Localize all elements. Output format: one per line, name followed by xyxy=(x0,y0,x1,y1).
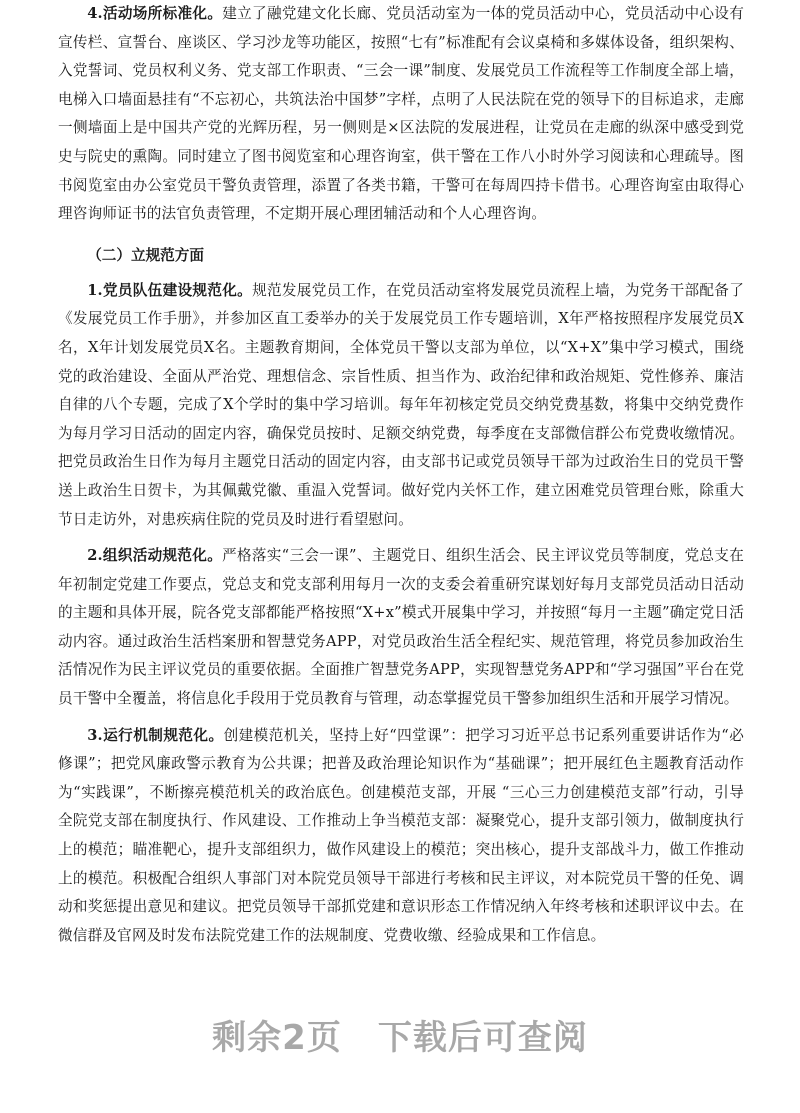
paragraph-lead: 2.组织活动规范化。 xyxy=(87,547,223,565)
download-prompt-banner[interactable] xyxy=(0,1010,800,1059)
paragraph-gap xyxy=(58,534,744,542)
section-heading: （二）立规范方面 xyxy=(87,246,204,264)
paragraph-text: 建立了融党建文化长廊、党员活动室为一体的党员活动中心，党员活动中心设有宣传栏、宣誓台、座谈区、学习沙龙等功能区，按照“七有”标准配有会议桌椅和多媒体设备，组织架构、入党誓词、党员权利义务、党支部工作职责、“三会一课”制度、发展党员工作流程等工作制度全部上墙，电梯入口墙面悬挂有“不忘初心，共筑法治中国梦”字样，点明了人民法院在党的领导下的目标追求，走廊一侧墙面上是中国共产党的光辉历程，另一侧则是×区法院的发展进程，让党员在走廊的纵深中感受到党史与院史的熏陶。同时建立了图书阅览室和心理咨询室，供干警在工作八小时外学习阅读和心理疏导。图书阅览室由办公室党员干警负责管理，添置了各类书籍，干警可在每周四持卡借书。心理咨询室由取得心理咨询师证书的法官负责管理，不定期开展心理团辅活动和个人心理咨询。 xyxy=(58,5,744,223)
paragraph-text: 规范发展党员工作，在党员活动室将发展党员流程上墙，为党务干部配备了《发展党员工作手册》，并参加区直工委举办的关于发展党员工作专题培训，X年严格按照程序发展党员X名，X年计划发展党员X名。主题教育期间，全体党员干警以支部为单位，以“X+X”集中学习模式，围绕党的政治建设、全面从严治党、理想信念、宗旨性质、担当作为、政治纪律和政治规矩、党性修养、廉洁自律的八个专题，完成了X个学时的集中学习培训。每年年初核定党员交纳党费基数，将集中交纳党费作为每月学习日活动的固定内容，确保党员按时、足额交纳党费，每季度在支部微信群公布党费收缴情况。把党员政治生日作为每月主题党日活动的固定内容，由支部书记或党员领导干部为过政治生日的党员干警送上政治生日贺卡，为其佩戴党徽、重温入党誓词。做好党内关怀工作，建立困难党员管理台账，除重大节日走访外，对患疾病住院的党员及时进行看望慰问。 xyxy=(58,281,745,528)
paragraph-lead: 4.活动场所标准化。 xyxy=(87,5,223,22)
paragraph-text: 创建模范机关，坚持上好“四堂课”：把学习习近平总书记系列重要讲话作为“必修课”；把党风廉政警示教育为公共课；把普及政治理论知识作为“基础课”；把开展红色主题教育活动作为“实践课”，不断擦亮模范机关的政治底色。创建模范支部，开展 “三心三力创建模范支部”行动，引导全院党支部在制度执行、作风建设、工作推动上争当模范支部：凝聚党心，提升支部引领力，做制度执行上的模范；瞄准靶心，提升支部组织力，做作风建设上的模范；突出核心，提升支部战斗力，做工作推动上的模范。积极配合组织人事部门对本院党员领导干部进行考核和民主评议，对本院党员干警的任免、调动和奖惩提出意见和建议。把党员领导干部抓党建和意识形态工作情况纳入年终考核和述职评议中去。在微信群及官网及时发布法院党建工作的法规制度、党费收缴、经验成果和工作信息。 xyxy=(58,726,744,944)
paragraph-member-team xyxy=(58,277,744,534)
paragraph-lead: 3.运行机制规范化。 xyxy=(87,726,224,744)
remaining-pages-label: 剩余2页 xyxy=(212,1018,342,1058)
paragraph-text: 严格落实“三会一课”、主题党日、组织生活会、民主评议党员等制度，党总支在年初制定党建工作要点，党总支和党支部利用每月一次的支委会着重研究谋划好每月支部党员活动日活动的主题和具体开展，院各党支部都能严格按照“X+x”模式开展集中学习，并按照“每月一主题”确定党日活动内容。通过政治生活档案册和智慧党务APP，对党员政治生活全程纪实、规范管理，将党员参加政治生活情况作为民主评议党员的重要依据。全面推广智慧党务APP，实现智慧党务APP和“学习强国”平台在党员干警中全覆盖，将信息化手段用于党员教育与管理，动态掌握党员干警参加组织生活和开展学习情况。 xyxy=(58,547,744,708)
document-body xyxy=(58,0,744,950)
paragraph-gap xyxy=(58,714,744,722)
paragraph-lead: 1.党员队伍建设规范化。 xyxy=(87,281,253,299)
paragraph-org-activity xyxy=(58,542,744,714)
paragraph-mechanism xyxy=(58,722,744,951)
download-to-view-label: 下载后可查阅 xyxy=(377,1018,588,1058)
paragraph-activity-venue xyxy=(58,0,744,229)
